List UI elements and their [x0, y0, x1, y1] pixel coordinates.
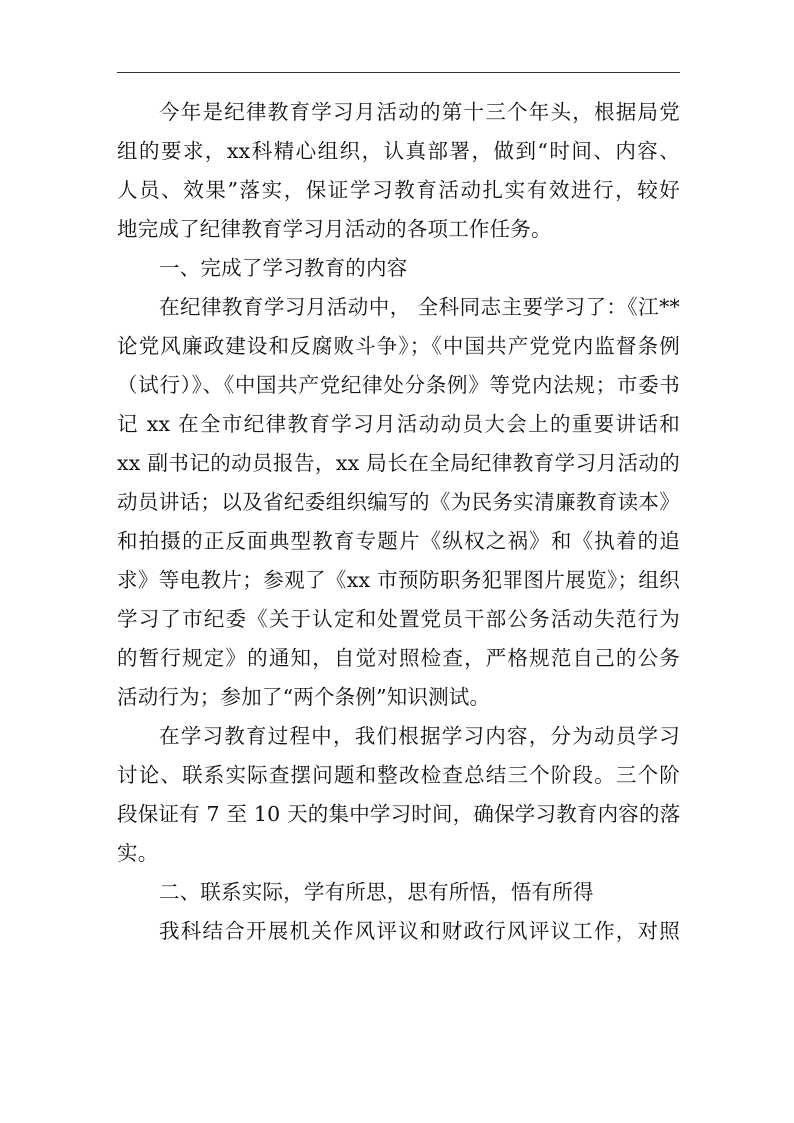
heading-text: 一、完成了学习教育的内容 — [159, 256, 408, 280]
text-line: 今年是纪律教育学习月活动的第十三个年头，根据局党 — [159, 100, 680, 124]
text-line: 记 xx 在全市纪律教育学习月活动动员大会上的重要讲话和 — [117, 412, 680, 436]
paragraph-study-process — [117, 717, 680, 873]
text-line: 段保证有 7 至 10 天的集中学习时间，确保学习教育内容的落 — [117, 802, 680, 826]
document-body — [117, 93, 680, 951]
section-heading-2 — [117, 873, 680, 912]
text-line: 在纪律教育学习月活动中， 全科同志主要学习了：《江** — [159, 295, 680, 319]
text-line: 组的要求，xx科精心组织，认真部署，做到“时间、内容、 — [117, 139, 680, 163]
text-line: 在学习教育过程中，我们根据学习内容，分为动员学习 — [159, 724, 680, 748]
heading-text: 二、联系实际，学有所思，思有所悟，悟有所得 — [159, 880, 594, 904]
section-heading-1 — [117, 249, 680, 288]
text-line: xx 副书记的动员报告，xx 局长在全局纪律教育学习月活动的 — [117, 451, 680, 475]
text-line: 的暂行规定》的通知，自觉对照检查，严格规范自己的公务 — [117, 646, 680, 670]
header-rule — [117, 72, 680, 73]
text-line: 论党风廉政建设和反腐败斗争》；《中国共产党党内监督条例 — [117, 334, 680, 358]
text-line: 实。 — [117, 841, 159, 865]
text-line: 地完成了纪律教育学习月活动的各项工作任务。 — [117, 217, 552, 241]
text-line: 求》等电教片；参观了《xx 市预防职务犯罪图片展览》；组织 — [117, 568, 680, 592]
paragraph-intro — [117, 93, 680, 249]
paragraph-study-content — [117, 288, 680, 717]
text-line: 我科结合开展机关作风评议和财政行风评议工作，对照 — [159, 919, 680, 943]
text-line: 活动行为；参加了“两个条例”知识测试。 — [117, 685, 491, 709]
text-line: 和拍摄的正反面典型教育专题片《纵权之祸》和《执着的追 — [117, 529, 680, 553]
text-line: 讨论、联系实际查摆问题和整改检查总结三个阶段。三个阶 — [117, 763, 680, 787]
text-line: 学习了市纪委《关于认定和处置党员干部公务活动失范行为 — [117, 607, 680, 631]
paragraph-practice — [117, 912, 680, 951]
text-line: 动员讲话；以及省纪委组织编写的《为民务实清廉教育读本》 — [117, 490, 680, 514]
text-line: （试行）》、《中国共产党纪律处分条例》等党内法规；市委书 — [117, 373, 680, 397]
text-line: 人员、效果”落实，保证学习教育活动扎实有效进行，较好 — [117, 178, 680, 202]
